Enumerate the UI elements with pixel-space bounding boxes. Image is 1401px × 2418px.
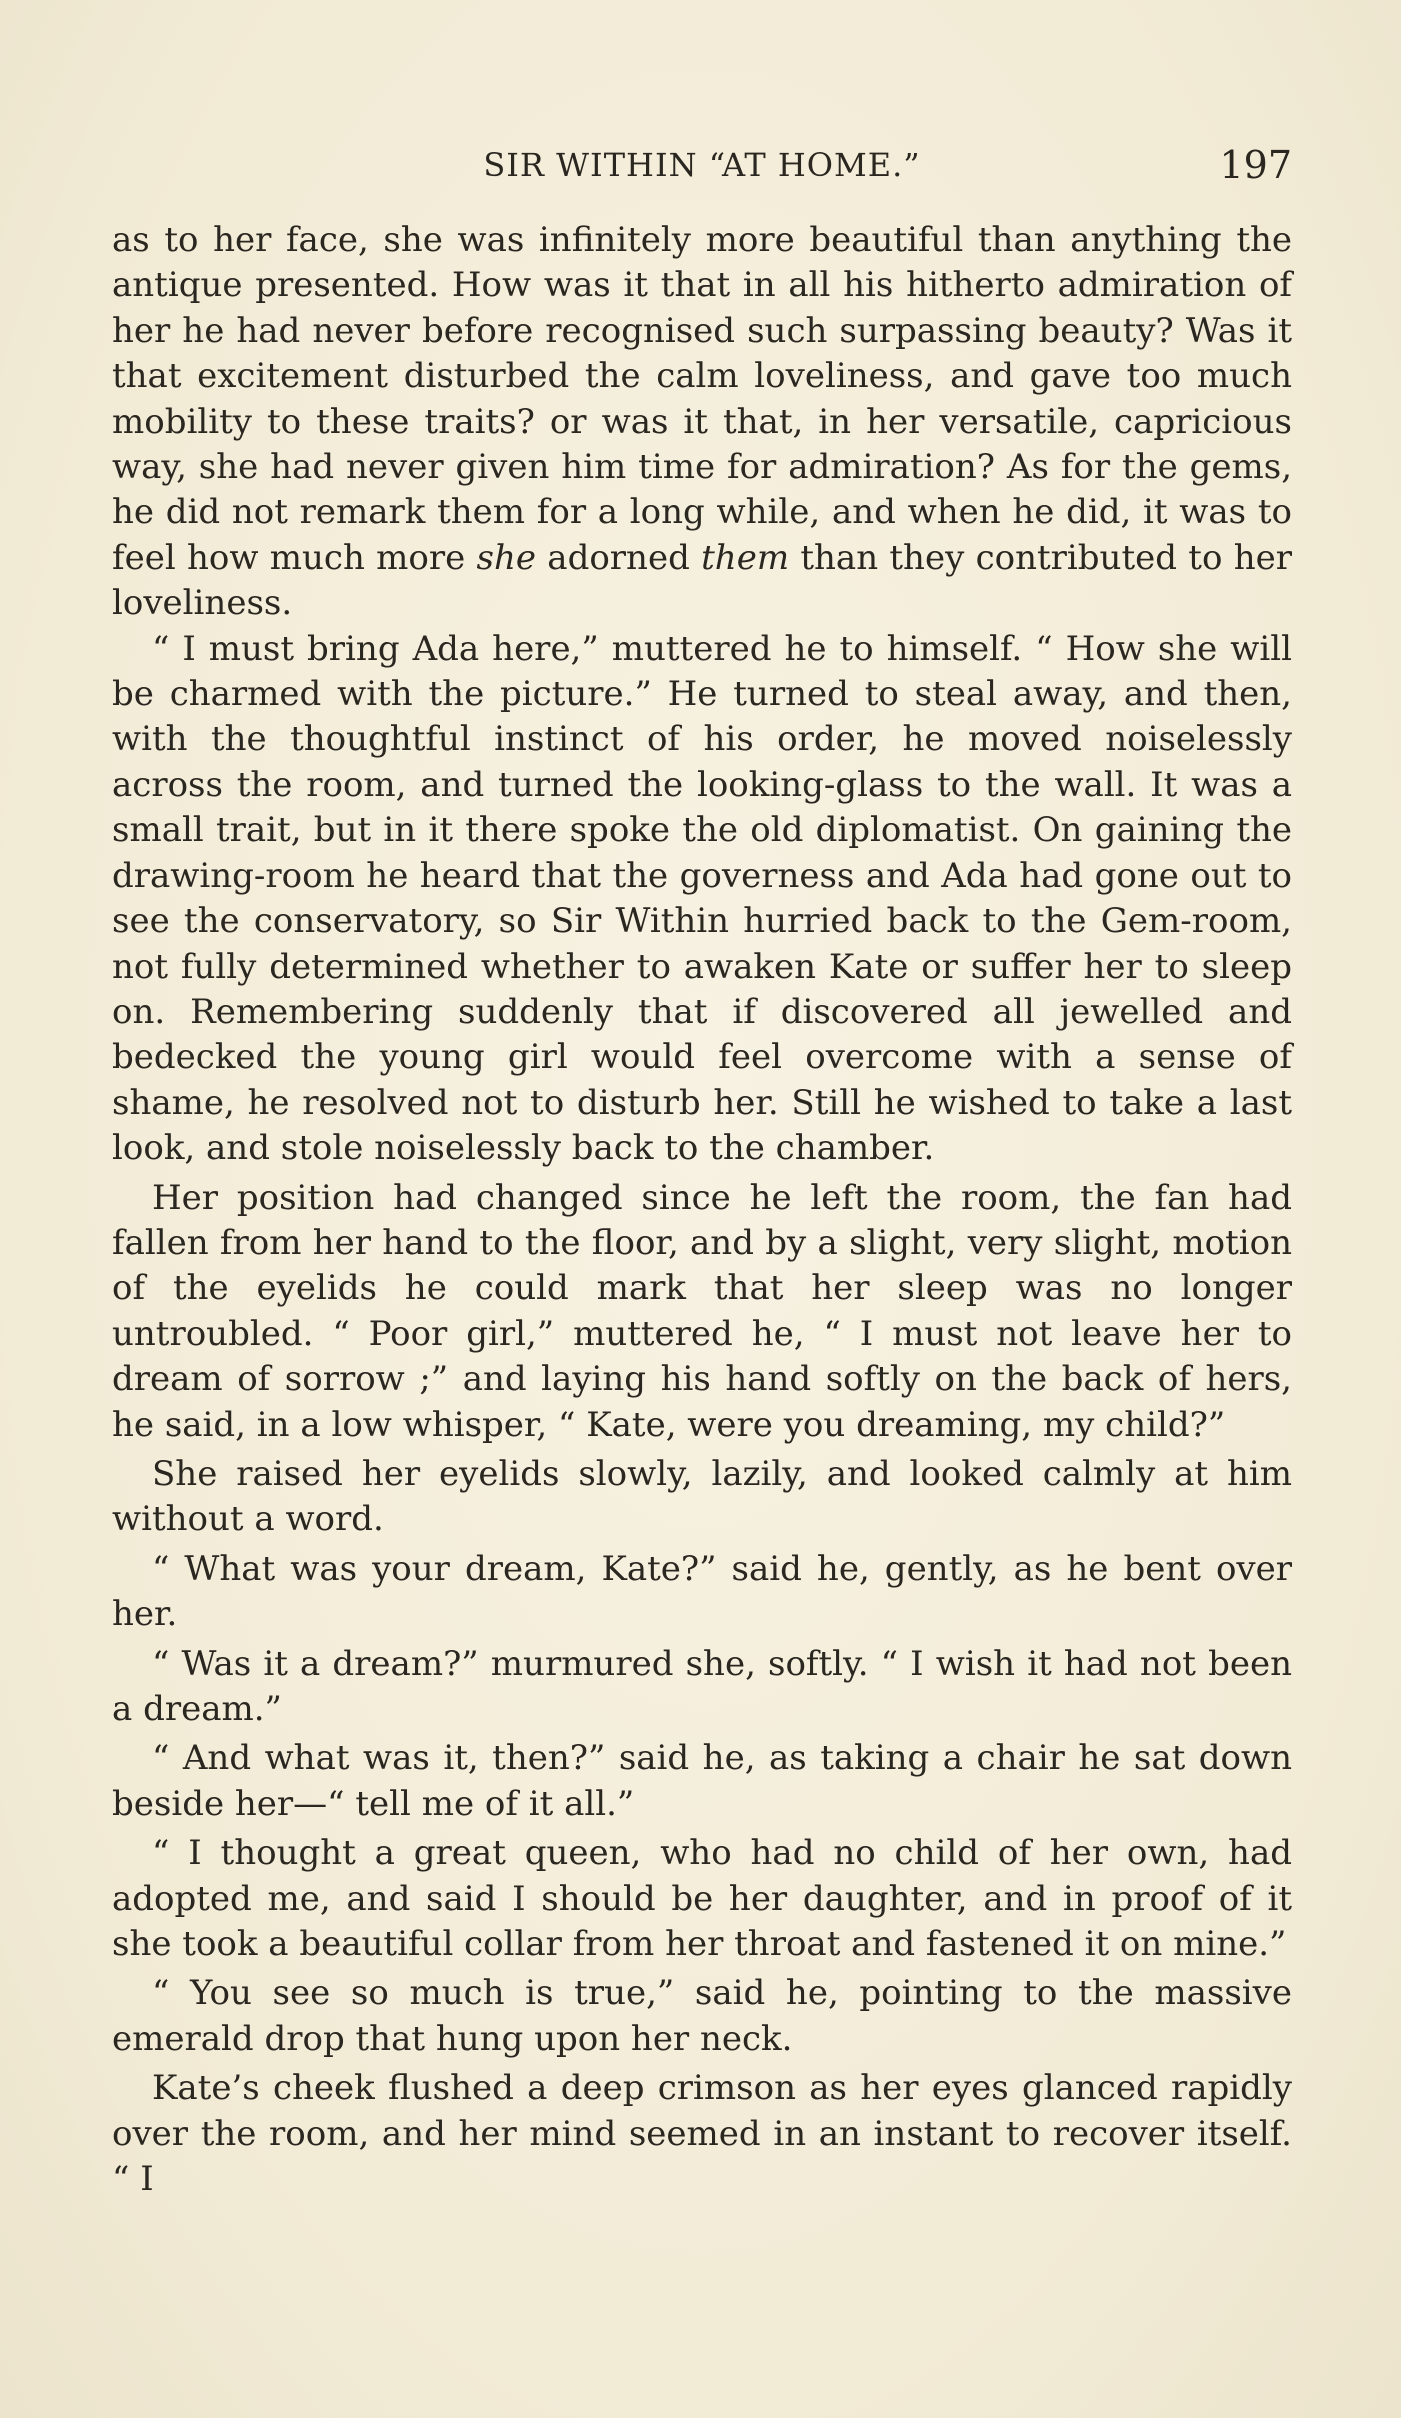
italic-them: them [701,537,790,578]
paragraph-5: “ What was your dream, Kate?” said he, gently, as he bent over her. [112,1548,1292,1635]
paragraph-8: “ I thought a great queen, who had no child of her own, had adopted me, and said I should be her daughter, and in proof of it she took a beautiful collar from her throat and fastened it on mine.” [112,1833,1292,1965]
page-header [112,140,1292,190]
paragraph-3: Her position had changed since he left the room, the fan had fallen from her hand to the floor, and by a slight, very slight, motion of the eyelids he could mark that her sleep was no longer untroubled. “ Poor girl,” muttered he, “ I must not leave her to dream of sorrow ;” and laying his hand softly on the back of hers, he said, in a low whisper, “ Kate, were you dreaming, my child?” [112,1177,1292,1445]
paragraph-1-part-c: than they contributed to her loveliness. [112,537,1292,624]
page-number: 197 [1219,143,1292,187]
paragraph-1-part-a: as to her face, she was infinitely more beautiful than anything the antique presented. How was it that in all his hitherto admiration of her he had never before recognised such surpassing beauty? Was it that excitement disturbed the calm loveliness, and gave too much mobility to these traits? or was it that, in her versatile, capricious way, she had never given him time for admiration? As for the gems, he did not remark them for a long while, and when he did, it was to feel how much more [112,220,1292,578]
running-head: SIR WITHIN “AT HOME.” [483,146,921,184]
paragraph-9: “ You see so much is true,” said he, pointing to the massive emerald drop that hung upon her neck. [112,1973,1292,2059]
paragraph-2: “ I must bring Ada here,” muttered he to himself. “ How she will be charmed with the picture.” He turned to steal away, and then, with the thoughtful instinct of his order, he moved noiselessly across the room, and turned the looking-glass to the wall. It was a small trait, but in it there spoke the old diplomatist. On gaining the drawing-room he heard that the governess and Ada had gone out to see the conservatory, so Sir Within hurried back to the Gem-room, not fully determined whether to awaken Kate or suffer her to sleep on. Remembering suddenly that if discovered all jewelled and bedecked the young girl would feel overcome with a sense of shame, he resolved not to disturb her. Still he wished to take a last look, and stole noiselessly back to the chamber. [112,628,1292,1169]
body-text [112,218,1292,2202]
italic-she: she [476,537,536,578]
paragraph-4: She raised her eyelids slowly, lazily, and looked calmly at him without a word. [112,1453,1292,1540]
paragraph-7: “ And what was it, then?” said he, as taking a chair he sat down beside her—“ tell me of it all.” [112,1738,1292,1824]
paragraph-10: Kate’s cheek flushed a deep crimson as her eyes glanced rapidly over the room, and her mind seemed in an instant to recover itself. “ I [112,2068,1292,2200]
paragraph-1 [112,218,1292,627]
paragraph-6: “ Was it a dream?” murmured she, softly. “ I wish it had not been a dream.” [112,1643,1292,1729]
paragraph-1-part-b: adorned [536,537,702,578]
